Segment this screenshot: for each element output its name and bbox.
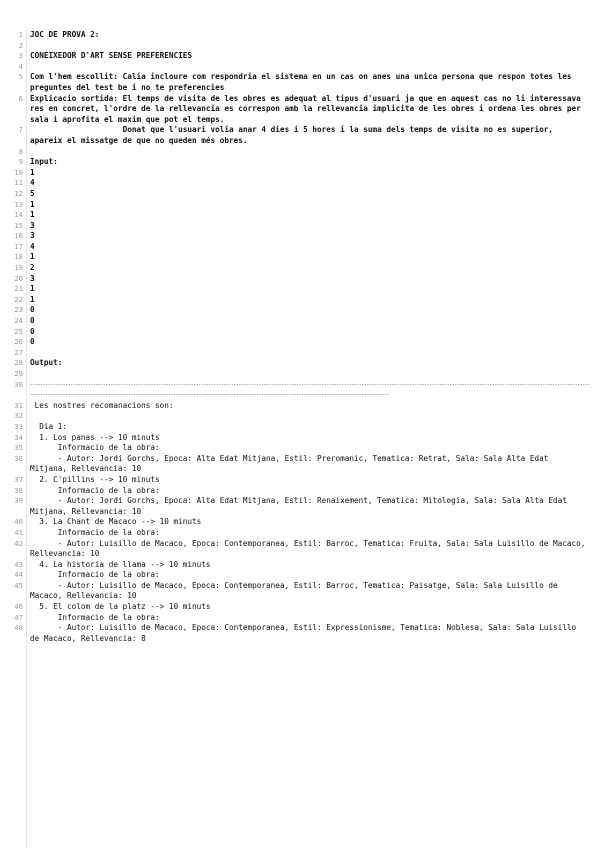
line-number: 17 — [14, 241, 23, 251]
line-text — [30, 348, 590, 359]
editor-line[interactable] — [0, 221, 600, 232]
editor-line[interactable] — [0, 348, 600, 359]
editor-line[interactable] — [0, 125, 600, 146]
line-text: 2 — [30, 263, 35, 273]
line-text: 1 — [30, 294, 35, 304]
line-text: Input: — [30, 157, 58, 167]
editor-line[interactable] — [0, 528, 600, 539]
line-number: 46 — [14, 602, 23, 612]
line-text: Informacio de la obra: — [30, 612, 160, 622]
editor-line[interactable] — [0, 401, 600, 412]
line-text — [30, 41, 590, 52]
line-text: 5. El colom de la platz --> 10 minuts — [30, 602, 211, 612]
line-text: Output: — [30, 358, 63, 368]
editor-line[interactable] — [0, 316, 600, 327]
editor-line[interactable] — [0, 252, 600, 263]
editor-line[interactable] — [0, 623, 600, 644]
line-number: 13 — [14, 199, 23, 209]
line-text: 1 — [30, 210, 35, 220]
line-number: 38 — [14, 485, 23, 495]
line-number: 16 — [14, 231, 23, 241]
line-number: 22 — [14, 294, 23, 304]
line-number: 5 — [18, 72, 23, 82]
editor-line[interactable] — [0, 475, 600, 486]
line-number: 41 — [14, 527, 23, 537]
line-number: 32 — [14, 411, 23, 421]
editor-line[interactable] — [0, 263, 600, 274]
line-number: 40 — [14, 517, 23, 527]
line-number: 11 — [14, 178, 23, 188]
line-text: 0 — [30, 337, 35, 347]
line-text: - Autor: Luisillo de Macaco, Epoca: Contemporanea, Estil: Barroc, Tematica: Fruita, Sala: Sala Luisillo de Macaco, Rellevancia: 10 — [30, 538, 591, 559]
editor-line[interactable] — [0, 560, 600, 571]
line-text: 1 — [30, 199, 35, 209]
line-number: 14 — [14, 210, 23, 220]
line-number: 23 — [14, 305, 23, 315]
editor-line[interactable] — [0, 327, 600, 338]
line-number: 30 — [14, 379, 23, 389]
editor-line[interactable] — [0, 284, 600, 295]
editor-line[interactable] — [0, 62, 600, 73]
line-text — [30, 411, 590, 422]
line-number: 48 — [14, 623, 23, 633]
line-number: 24 — [14, 316, 23, 326]
line-number: 3 — [18, 51, 23, 61]
line-number: 8 — [18, 146, 23, 156]
editor-line[interactable] — [0, 369, 600, 380]
editor-line[interactable] — [0, 486, 600, 497]
line-number: 43 — [14, 559, 23, 569]
text-editor[interactable] — [0, 30, 600, 644]
line-number: 39 — [14, 496, 23, 506]
line-number: 6 — [18, 93, 23, 103]
line-text: - Autor: Jordi Gorchs, Epoca: Alta Edat Mitjana, Estil: Renaixement, Tematica: Mitologia, Sala: Sala Alta Edat Mitjana, Rellevancia: 10 — [30, 496, 572, 516]
editor-line[interactable] — [0, 411, 600, 422]
line-number: 35 — [14, 443, 23, 453]
editor-line[interactable] — [0, 539, 600, 560]
line-number: 31 — [14, 400, 23, 410]
line-text: 2. C'pillins --> 10 minuts — [30, 474, 160, 484]
line-number: 27 — [14, 347, 23, 357]
line-text: Dia 1: — [30, 421, 68, 431]
editor-line[interactable] — [0, 30, 600, 41]
line-text: 3 — [30, 220, 35, 230]
editor-line[interactable] — [0, 147, 600, 158]
line-text: 4. La historia de llama --> 10 minuts — [30, 559, 211, 569]
line-number: 21 — [14, 284, 23, 294]
editor-line[interactable] — [0, 274, 600, 285]
editor-line[interactable] — [0, 358, 600, 369]
line-number: 18 — [14, 252, 23, 262]
editor-line[interactable] — [0, 41, 600, 52]
line-text — [30, 147, 590, 158]
editor-line[interactable] — [0, 189, 600, 200]
editor-line[interactable] — [0, 380, 600, 401]
line-number: 25 — [14, 326, 23, 336]
line-number: 19 — [14, 263, 23, 273]
editor-line[interactable] — [0, 210, 600, 221]
editor-line[interactable] — [0, 157, 600, 168]
line-number: 4 — [18, 61, 23, 71]
line-text: Donat que l'usuari volia anar 4 dies i 5 hores i la suma dels temps de visita no es superior, apareix el missatge de que no queden més obres. — [30, 125, 558, 145]
editor-line[interactable] — [0, 178, 600, 189]
line-text: - Autor: Jordi Gorchs, Epoca: Alta Edat Mitjana, Estil: Preromanic, Tematica: Retrat, Sala: Sala Alta Edat Mitjana, Rellevancia: 10 — [30, 453, 554, 474]
line-text: Informacio de la obra: — [30, 485, 160, 495]
line-text: 3 — [30, 231, 35, 241]
editor-line[interactable] — [0, 337, 600, 348]
editor-line[interactable] — [0, 242, 600, 253]
line-text: Com l'hem escollit: Calia incloure com respondria el sistema en un cas on anes una unica persona que respon totes les preguntes del test be i no te preferencies — [30, 72, 577, 92]
line-text: 0 — [30, 316, 35, 326]
line-number: 47 — [14, 612, 23, 622]
line-number: 45 — [14, 580, 23, 590]
line-number: 36 — [14, 453, 23, 463]
editor-line[interactable] — [0, 496, 600, 517]
line-number: 26 — [14, 337, 23, 347]
line-number: 33 — [14, 421, 23, 431]
line-number: 7 — [18, 125, 23, 135]
line-text: CONEIXEDOR D'ART SENSE PREFERENCIES — [30, 51, 192, 61]
line-number: 42 — [14, 538, 23, 548]
editor-line[interactable] — [0, 454, 600, 475]
line-text: 5 — [30, 188, 35, 198]
line-text — [30, 62, 590, 73]
editor-line[interactable] — [0, 51, 600, 62]
editor-line[interactable] — [0, 581, 600, 602]
editor-line[interactable] — [0, 295, 600, 306]
editor-line[interactable] — [0, 570, 600, 581]
line-number: 34 — [14, 432, 23, 442]
line-number: 44 — [14, 570, 23, 580]
line-number: 12 — [14, 188, 23, 198]
line-number: 28 — [14, 358, 23, 368]
editor-line[interactable] — [0, 305, 600, 316]
editor-lines — [0, 30, 600, 644]
line-number: 2 — [18, 40, 23, 50]
line-text: Informacio de la obra: — [30, 527, 160, 537]
line-number: 10 — [14, 167, 23, 177]
line-text — [30, 369, 590, 380]
line-text: 4 — [30, 178, 35, 188]
editor-line[interactable] — [0, 168, 600, 179]
line-text: Les nostres recomanacions son: — [30, 400, 174, 410]
editor-line[interactable] — [0, 231, 600, 242]
line-text: JOC DE PROVA 2: — [30, 30, 100, 39]
line-text: Explicacio sortida: El temps de visita de les obres es adequat al tipus d'usuari ja que en aquest cas no li interessava res en concret, l'ordre de la rellevancia es correspon amb la rellevancia implicita de les obres i ordena les obres per sala i aprofita el maxim que pot el temps. — [30, 93, 586, 124]
editor-line[interactable] — [0, 602, 600, 613]
line-text: 0 — [30, 326, 35, 336]
line-number: 9 — [18, 157, 23, 167]
line-text: 1. Los panas --> 10 minuts — [30, 432, 160, 442]
line-text: - Autor: Luisillo de Macaco, Epoca: Contemporanea, Estil: Expressionisme, Tematica: Noblesa, Sala: Sala Luisillo de Macaco, Rellevancia: 8 — [30, 623, 581, 643]
line-text: 0 — [30, 305, 35, 315]
line-text: 1 — [30, 284, 35, 294]
line-text: 3. La Chant de Macaco --> 10 minuts — [30, 517, 202, 527]
separator-line: ------------------------------------------------------------------------------------------------------------------------------------------------------------------------------------------------------------------------------------------------------------------------------------------------------------------------------------------------------------------------------ — [30, 381, 590, 399]
line-number: 29 — [14, 369, 23, 378]
editor-line[interactable] — [0, 72, 600, 93]
editor-line[interactable] — [0, 443, 600, 454]
editor-line[interactable] — [0, 422, 600, 433]
line-text: 1 — [30, 252, 35, 262]
line-number: 37 — [14, 474, 23, 484]
editor-line[interactable] — [0, 433, 600, 444]
line-text: 3 — [30, 273, 35, 283]
line-text: Informacio de la obra: — [30, 443, 160, 453]
editor-line[interactable] — [0, 517, 600, 528]
line-number: 20 — [14, 273, 23, 283]
line-number: 15 — [14, 220, 23, 230]
line-text: 1 — [30, 167, 35, 177]
editor-line[interactable] — [0, 200, 600, 211]
line-number: 1 — [18, 30, 23, 39]
line-text: Informacio de la obra: — [30, 570, 160, 580]
line-text: - Autor: Luisillo de Macaco, Epoca: Contemporanea, Estil: Barroc, Tematica: Paisatge, Sala: Sala Luisillo de Macaco, Rellevancia: 10 — [30, 580, 563, 601]
line-text: 4 — [30, 241, 35, 251]
editor-line[interactable] — [0, 613, 600, 624]
editor-line[interactable] — [0, 94, 600, 126]
